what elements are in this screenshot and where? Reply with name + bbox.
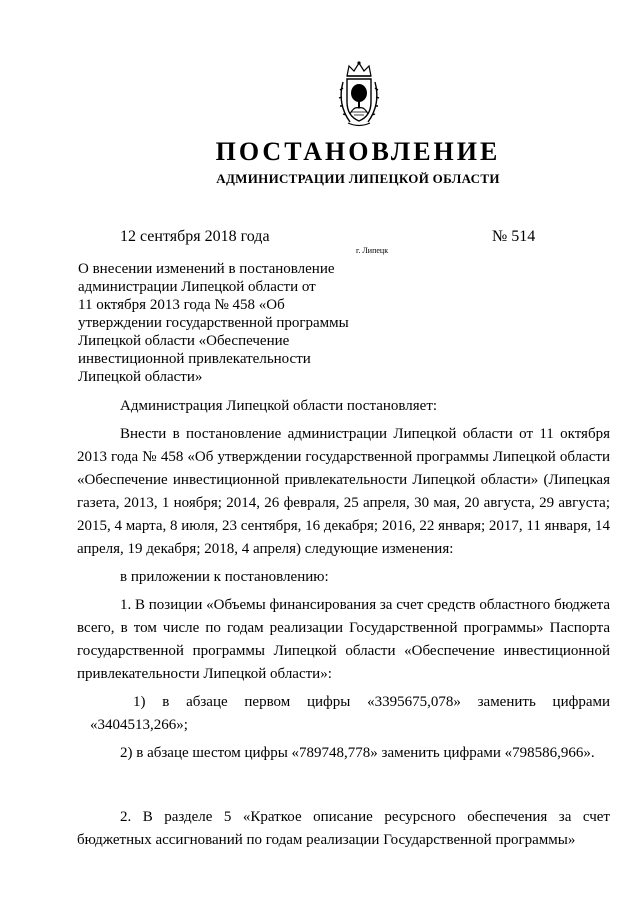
body-paragraph: 1) в абзаце первом цифры «3395675,078» заменить цифрами «3404513,266»; [90,694,610,733]
resolution-preamble: Администрация Липецкой области постановляет: [120,398,438,414]
body-paragraph: Внести в постановление администрации Липецкой области от 11 октября 2013 года № 458 «Об утверждении государственной программы Липецкой области «Обеспечение инвестиционной привлекательности Липецкой области» (Липецкая газета, 2013, 1 ноября; 2014, 26 февраля, 25 апреля, 30 мая, 20 августа, 29 августа; 2015, 4 марта, 8 июля, 23 сентября, 16 декабря; 2016, 22 января; 2017, 11 января, 14 апреля, 19 декабря; 2018, 4 апреля) следующие изменения: [77,426,610,557]
document-title: ПОСТАНОВЛЕНИЕ [215,137,501,166]
subject-line: инвестиционной привлекательности [78,351,311,367]
subject-line: Липецкой области» [78,369,203,385]
coat-of-arms-icon [336,60,382,130]
document-subject [78,260,378,386]
body-paragraph: 2. В разделе 5 «Краткое описание ресурсного обеспечения за счет бюджетных ассигнований по годам реализации Государственной программы» [77,809,610,848]
subject-line: Липецкой области «Обеспечение [78,333,290,349]
document-city: г. Липецк [356,246,389,255]
subject-line: администрации Липецкой области от [78,279,316,295]
subject-line: утверждении государственной программы [78,315,349,331]
document-subtitle: АДМИНИСТРАЦИИ ЛИПЕЦКОЙ ОБЛАСТИ [216,171,500,186]
subject-line: 11 октября 2013 года № 458 «Об [78,297,285,313]
document-number: № 514 [492,228,536,245]
document-body [77,395,610,852]
body-paragraph: 1. В позиции «Объемы финансирования за счет средств областного бюджета всего, в том числе по годам реализации Государственной программы» Паспорта государственной программы Липецкой области «Обеспечение инвестиционной привлекательности Липецкой области»: [77,597,610,682]
subject-line: О внесении изменений в постановление [78,261,335,277]
body-paragraph: в приложении к постановлению: [120,569,329,585]
body-paragraph: 2) в абзаце шестом цифры «789748,778» заменить цифрами «798586,966». [120,745,595,761]
document-date: 12 сентября 2018 года [120,228,270,245]
